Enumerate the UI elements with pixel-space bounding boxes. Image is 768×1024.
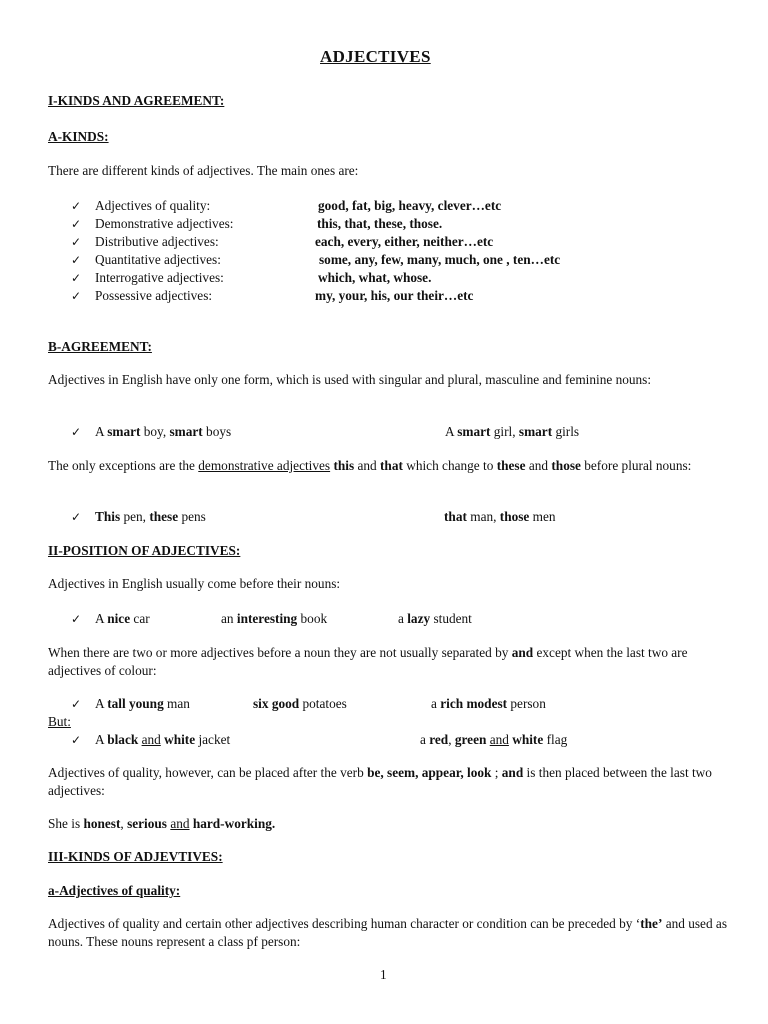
kind-label: Interrogative adjectives: (95, 270, 224, 285)
list-item (0, 233, 768, 251)
list-item (0, 197, 768, 215)
example-2: an interesting book (221, 611, 328, 626)
example-right: that man, those men (444, 509, 556, 524)
checkmark-icon: ✓ (71, 733, 82, 747)
checkmark-icon: ✓ (71, 510, 82, 524)
example-1: A tall young man (95, 696, 190, 711)
position-intro: Adjectives in English usually come before their nouns: (48, 576, 341, 591)
section-1-heading: I-KINDS AND AGREEMENT: (48, 93, 225, 108)
example-right: A smart girl, smart girls (445, 424, 580, 439)
example-3: a rich modest person (431, 696, 546, 711)
example-left: A black and white jacket (95, 732, 231, 747)
kind-label: Demonstrative adjectives: (95, 216, 234, 231)
example-1: A nice car (95, 611, 150, 626)
kind-examples: each, every, either, neither…etc (315, 234, 494, 249)
kind-examples: which, what, whose. (318, 270, 432, 285)
list-item (0, 269, 768, 287)
agreement-example-row (0, 423, 768, 441)
list-item (0, 251, 768, 269)
list-item (0, 287, 768, 305)
after-verb-example: She is honest, serious and hard-working. (48, 816, 276, 831)
section-3-heading: III-KINDS OF ADJEVTIVES: (48, 849, 223, 864)
example-2: six good potatoes (253, 696, 347, 711)
checkmark-icon: ✓ (71, 235, 82, 249)
checkmark-icon: ✓ (71, 697, 82, 711)
kind-examples: this, that, these, those. (317, 216, 443, 231)
multiple-adjectives-paragraph: When there are two or more adjectives before a noun they are not usually separated by and except when the last two are adjectives of colour: (48, 645, 688, 678)
example-left: A smart boy, smart boys (95, 424, 232, 439)
list-item (0, 215, 768, 233)
colour-example-row (0, 731, 768, 749)
example-left: This pen, these pens (95, 509, 206, 524)
kind-label: Possessive adjectives: (95, 288, 213, 303)
example-right: a red, green and white flag (420, 732, 568, 747)
page-number: 1 (380, 967, 387, 982)
kinds-intro: There are different kinds of adjectives. The main ones are: (48, 163, 359, 178)
checkmark-icon: ✓ (71, 612, 82, 626)
agreement-paragraph: Adjectives in English have only one form, which is used with singular and plural, masculine and feminine nouns: (48, 372, 652, 387)
subsection-a-quality: a-Adjectives of quality: (48, 883, 181, 898)
checkmark-icon: ✓ (71, 289, 82, 303)
demonstrative-example-row (0, 508, 768, 526)
after-verb-paragraph: Adjectives of quality, however, can be placed after the verb be, seem, appear, look ; and is then placed between the last two adjectives: (48, 765, 712, 798)
position-example-row (0, 610, 768, 628)
kind-label: Quantitative adjectives: (95, 252, 221, 267)
subsection-b-agreement: B-AGREEMENT: (48, 339, 152, 354)
checkmark-icon: ✓ (71, 199, 82, 213)
exceptions-paragraph: The only exceptions are the demonstrative adjectives this and that which change to these and those before plural nouns: (48, 458, 692, 473)
checkmark-icon: ✓ (71, 271, 82, 285)
kind-examples: good, fat, big, heavy, clever…etc (318, 198, 502, 213)
kind-label: Adjectives of quality: (95, 198, 211, 213)
quality-paragraph: Adjectives of quality and certain other adjectives describing human character or condition can be preceded by ‘the’ and used as nouns. These nouns represent a class pf person: (48, 916, 727, 949)
page-title: ADJECTIVES (320, 47, 431, 66)
but-label: But: (48, 714, 71, 729)
subsection-a-kinds: A-KINDS: (48, 129, 109, 144)
section-2-heading: II-POSITION OF ADJECTIVES: (48, 543, 241, 558)
multiple-adjectives-example-row (0, 695, 768, 713)
checkmark-icon: ✓ (71, 217, 82, 231)
checkmark-icon: ✓ (71, 253, 82, 267)
kind-label: Distributive adjectives: (95, 234, 219, 249)
kind-examples: my, your, his, our their…etc (315, 288, 474, 303)
kind-examples: some, any, few, many, much, one , ten…etc (319, 252, 561, 267)
example-3: a lazy student (398, 611, 472, 626)
checkmark-icon: ✓ (71, 425, 82, 439)
